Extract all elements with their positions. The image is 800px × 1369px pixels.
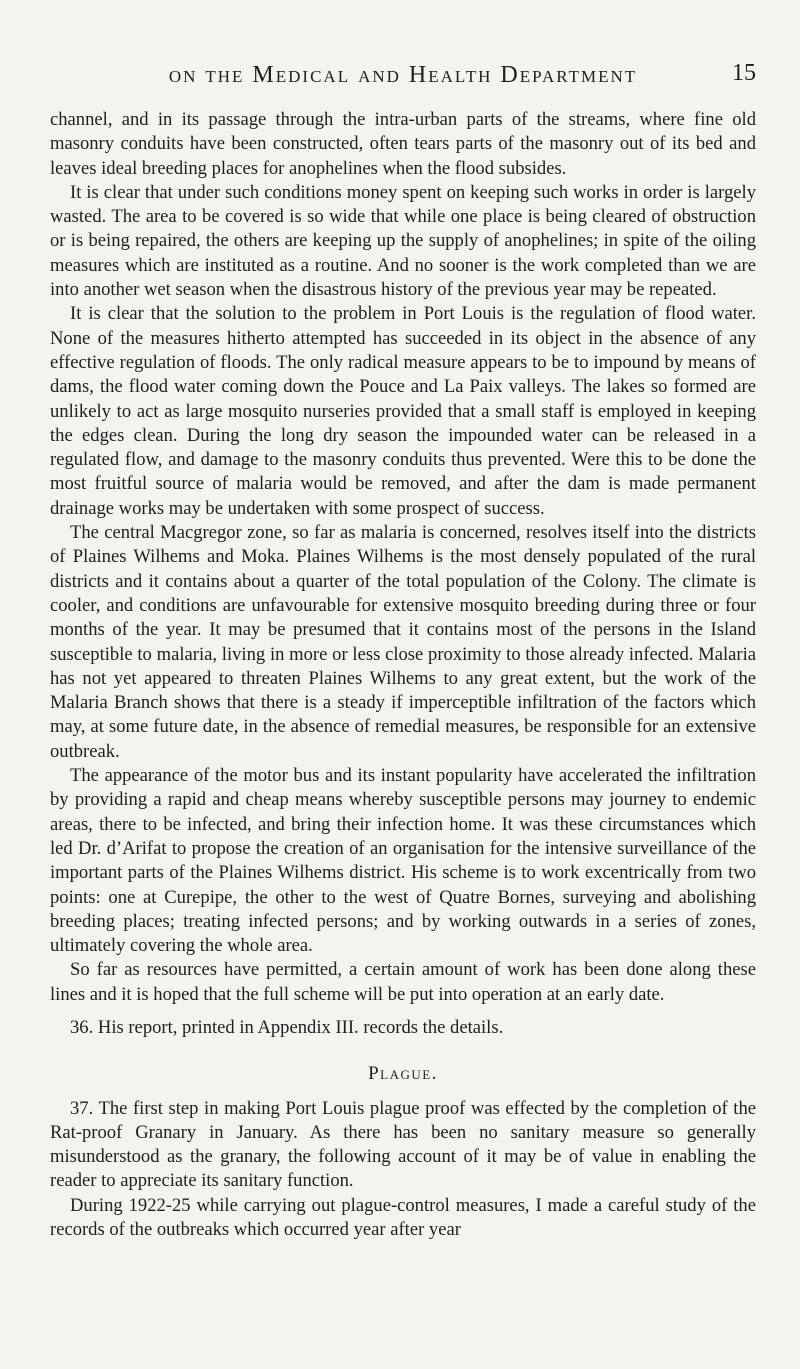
paragraph: It is clear that the solution to the problem in Port Louis is the regulation of flood water. None of the measures hitherto attempted has succeeded in its object in the absence of any effective regulation of floods. The only radical measure appears to be to impound by means of dams, the flood water coming down the Pouce and La Paix valleys. The lakes so formed are unlikely to act as large mosquito nurseries provided that a small staff is employed in keeping the edges clean. During the long dry season the impounded water can be released in a regulated flow, and damage to the masonry conduits thus prevented. Were this to be done the most fruitful source of malaria would be removed, and after the dam is made permanent drainage works may be undertaken with some prospect of success. — [50, 303, 756, 519]
paragraph: The central Macgregor zone, so far as malaria is concerned, resolves itself into the districts of Plaines Wilhems and Moka. Plaines Wilhems is the most densely populated of the rural districts and it contains about a quarter of the total population of the Colony. The climate is cooler, and conditions are unfavourable for extensive mosquito breeding during three or four months of the year. It may be presumed that it contains most of the persons in the Island susceptible to malaria, living in more or less close proximity to those already infected. Malaria has not yet appeared to threaten Plaines Wilhems to any great extent, but the work of the Malaria Branch shows that there is a steady if imperceptible infiltration of the factors which may, at some future date, in the absence of remedial measures, be responsible for an extensive outbreak. — [50, 522, 756, 762]
paragraph: 37. The first step in making Port Louis plague proof was effected by the completion of the Rat-proof Granary in January. As there has been no sanitary measure so generally misunderstood as the granary, the following account of it may be of value in enabling the reader to appreciate its sanitary function. — [50, 1097, 756, 1192]
paragraph: During 1922-25 while carrying out plague-control measures, I made a careful study of the records of the outbreaks which occurred year after year — [50, 1194, 756, 1241]
paragraph: 36. His report, printed in Appendix III. records the details. — [70, 1016, 504, 1038]
paragraph: It is clear that under such conditions money spent on keeping such works in order is largely wasted. The area to be covered is so wide that while one place is being cleared of obstruction or is being repaired, the others are keeping up the supply of anophelines; in spite of the oiling measures which are instituted as a routine. And no sooner is the work completed than we are into another wet season when the disastrous history of the previous year may be repeated. — [50, 181, 756, 301]
page-number: 15 — [732, 60, 756, 86]
paragraph: The appearance of the motor bus and its instant popularity have accelerated the infiltration by providing a rapid and cheap means whereby susceptible persons may journey to endemic areas, there to be infected, and bring their infection home. It was these circumstances which led Dr. d’Arifat to propose the creation of an organisation for the intensive surveillance of the important parts of the Plaines Wilhems district. His scheme is to work excentrically from two points: one at Curepipe, the other to the west of Quatre Bornes, surveying and abolishing breeding places; treating infected persons; and by working outwards in a series of zones, ultimately covering the whole area. — [50, 765, 756, 957]
body-text — [50, 108, 756, 1242]
section-heading: Plague. — [368, 1063, 438, 1085]
page-header — [50, 0, 756, 108]
running-title: on the Medical and Health Department — [168, 62, 638, 88]
paragraph: channel, and in its passage through the intra-urban parts of the streams, where fine old masonry conduits have been constructed, often tears parts of the masonry out of its bed and leaves ideal breeding places for anophelines when the flood subsides. — [50, 109, 756, 179]
paragraph: So far as resources have permitted, a certain amount of work has been done along these lines and it is hoped that the full scheme will be put into operation at an early date. — [50, 959, 756, 1005]
